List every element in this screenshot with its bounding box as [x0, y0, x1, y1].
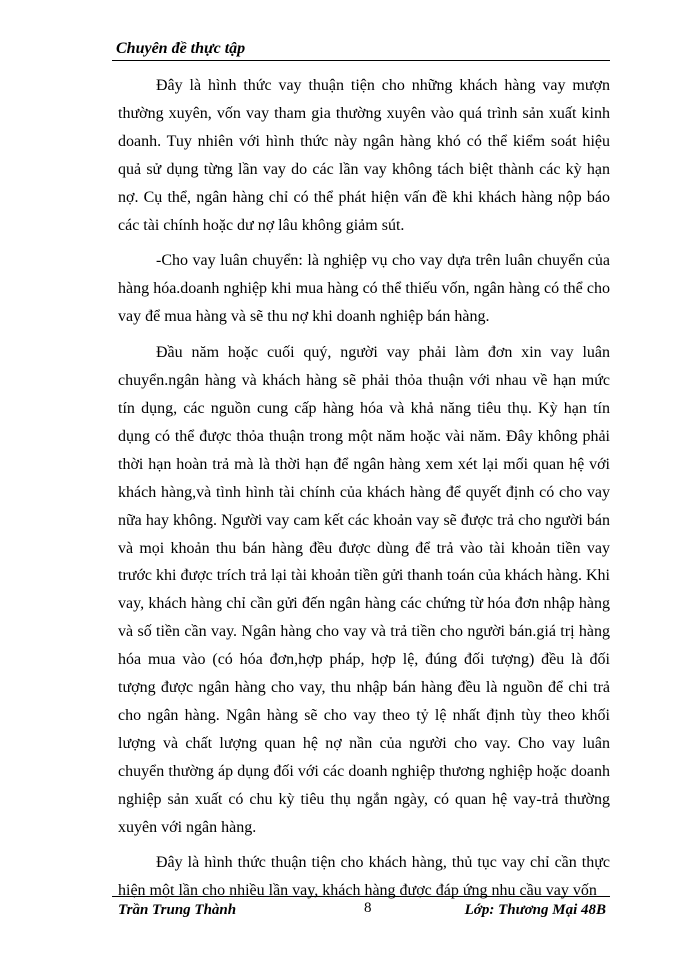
paragraph: Đầu năm hoặc cuối quý, người vay phải làm đơn xin vay luân chuyển.ngân hàng và khách hàng sẽ phải thỏa thuận với nhau về hạn mức tín dụng, các nguồn cung cấp hàng hóa và khả năng tiêu thụ. Kỳ hạn tín dụng có thể được thỏa thuận trong một năm hoặc vài năm. Đây không phải thời hạn hoàn trả mà là thời hạn để ngân hàng xem xét lại mối quan hệ với khách hàng,và tình hình tài chính của khách hàng để quyết định có cho vay nữa hay không. Người vay cam kết các khoản vay sẽ được trả cho người bán và mọi khoản thu bán hàng đều được dùng để trả vào tài khoản tiền vay trước khi được trích trả lại tài khoản tiền gửi thanh toán của khách hàng. Khi vay, khách hàng chỉ cần gửi đến ngân hàng các chứng từ hóa đơn nhập hàng và số tiền cần vay. Ngân hàng cho vay và trả tiền cho người bán.giá trị hàng hóa mua vào (có hóa đơn,hợp pháp, hợp lệ, đúng đối tượng) đều là đối tượng được ngân hàng cho vay, thu nhập bán hàng đều là nguồn để chi trả cho ngân hàng. Ngân hàng sẽ cho vay theo tỷ lệ nhất định tùy theo khối lượng và chất lượng quan hệ nợ nần của người cho vay. Cho vay luân chuyển thường áp dụng đối với các doanh nghiệp thương nghiệp hoặc doanh nghiệp sản xuất có chu kỳ tiêu thụ ngắn ngày, có quan hệ vay-trả thường xuyên với ngân hàng.: [118, 344, 610, 836]
paragraph: Đây là hình thức vay thuận tiện cho những khách hàng vay mượn thường xuyên, vốn vay tham gia thường xuyên vào quá trình sản xuất kinh doanh. Tuy nhiên với hình thức này ngân hàng khó có thể kiểm soát hiệu quả sử dụng từng lần vay do các lần vay không tách biệt thành các kỳ hạn nợ. Cụ thể, ngân hàng chỉ có thể phát hiện vấn đề khi khách hàng nộp báo các tài chính hoặc dư nợ lâu không giảm sút.: [118, 77, 610, 234]
document-body: [118, 72, 610, 905]
page-number: 8: [364, 900, 372, 916]
paragraph: Đây là hình thức thuận tiện cho khách hàng, thủ tục vay chỉ cần thực hiện một lần cho nhiều lần vay, khách hàng được đáp ứng nhu cầu vay vốn: [118, 854, 610, 900]
footer-divider: [112, 896, 610, 897]
page-footer: [112, 896, 610, 926]
page-header: [112, 36, 610, 58]
paragraph: -Cho vay luân chuyển: là nghiệp vụ cho vay dựa trên luân chuyển của hàng hóa.doanh nghiệp khi mua hàng có thể thiếu vốn, ngân hàng có thể cho vay để mua hàng và sẽ thu nợ khi doanh nghiệp bán hàng.: [118, 252, 610, 326]
footer-class-label: Lớp: Thương Mại 48B: [464, 902, 606, 918]
footer-author: Trần Trung Thành: [118, 902, 237, 918]
header-title: Chuyên đề thực tập: [116, 40, 246, 57]
header-divider: [112, 60, 610, 61]
